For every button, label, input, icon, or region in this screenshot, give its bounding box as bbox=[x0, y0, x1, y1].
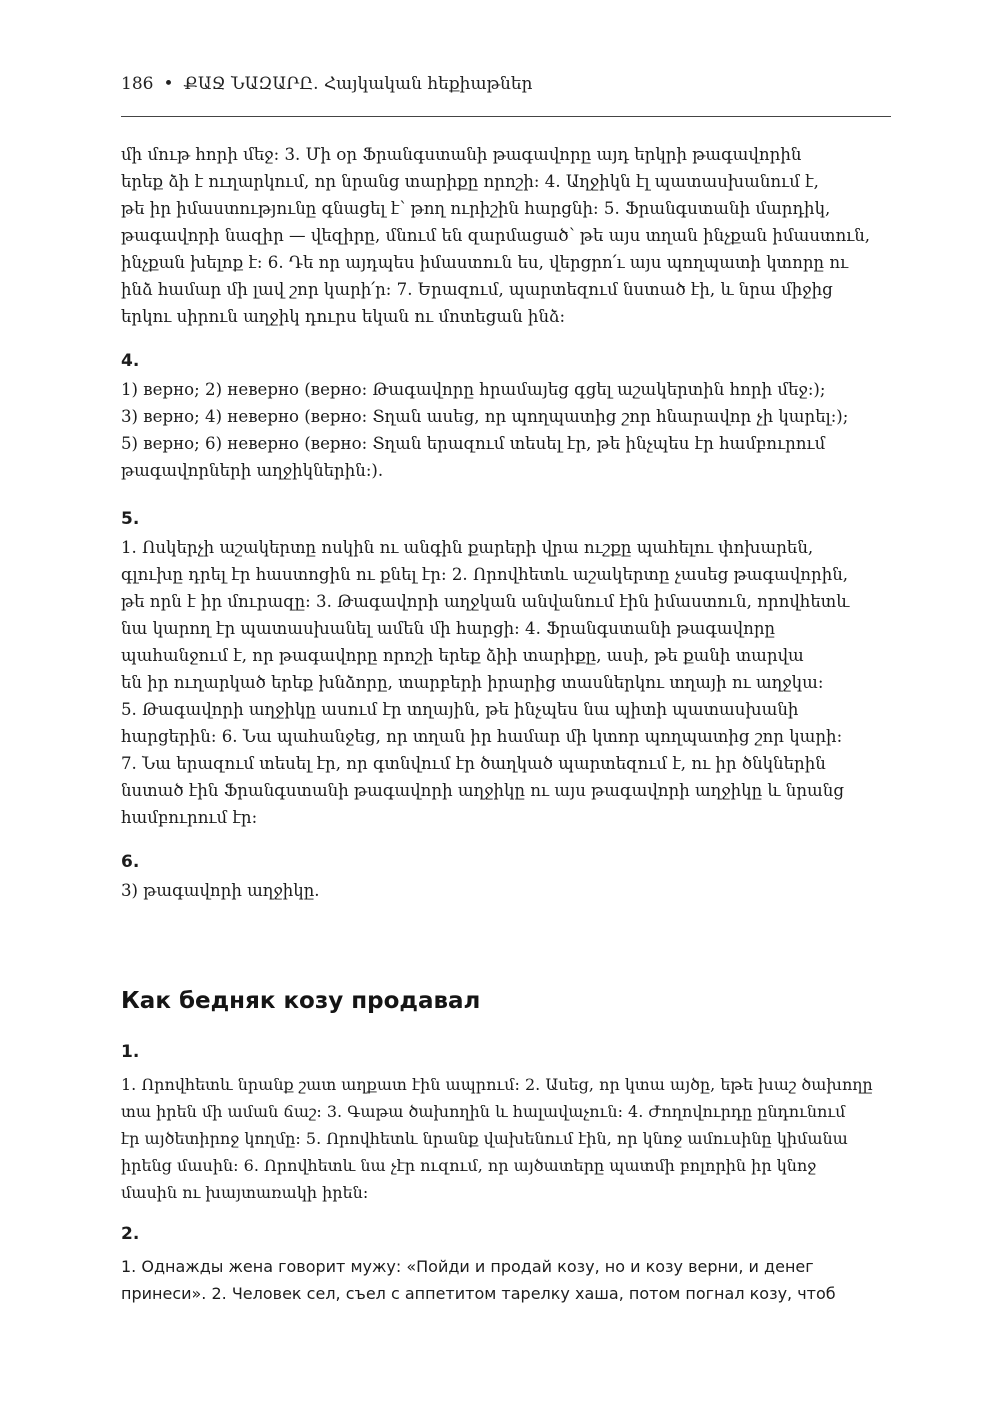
header-rule bbox=[121, 116, 891, 117]
text-line: թագավորների աղջիկներին:). bbox=[121, 461, 384, 480]
section-number: 4. bbox=[121, 351, 140, 371]
text-line: նստած էին Ֆրանգստանի թագավորի աղջիկը ու այս թագավորի աղջիկը և նրանց bbox=[121, 781, 844, 800]
section-number: 5. bbox=[121, 509, 140, 529]
story-title: Как бедняк козу продавал bbox=[121, 988, 481, 1014]
text-line: տա իրեն մի աման ճաշ: 3. Գաթա ծախողին և հալավաչուն: 4. Ժողովուրդը ընդունում bbox=[121, 1102, 846, 1121]
text-line: համբուրում էր: bbox=[121, 808, 258, 827]
text-line: 3) թագավորի աղջիկը. bbox=[121, 881, 320, 900]
text-line: принеси». 2. Человек сел, съел с аппетитом тарелку хаша, потом погнал козу, чтоб bbox=[121, 1284, 836, 1303]
section-number: 1. bbox=[121, 1042, 140, 1062]
paragraph-text bbox=[121, 376, 891, 484]
text-line: երեք ձի է ուղարկում, որ նրանց տարիքը որոշի: 4. Աղջիկն էլ պատասխանում է, bbox=[121, 172, 819, 191]
section-5 bbox=[121, 507, 891, 831]
text-line: հարցերին: 6. Նա պահանջեց, որ տղան իր համար մի կտոր պողպատից շոր կարի: bbox=[121, 727, 843, 746]
text-line: 5) верно; 6) неверно (верно: Տղան երազում տեսել էր, թե ինչպես էր համբուրում bbox=[121, 434, 826, 453]
text-line: 1. Ոսկերչի աշակերտը ոսկին ու անգին քարերի վրա ուշքը պահելու փոխարեն, bbox=[121, 538, 814, 557]
paragraph-text bbox=[121, 877, 891, 904]
paragraph-text bbox=[121, 141, 891, 330]
header-bullet: • bbox=[163, 74, 174, 94]
running-header bbox=[121, 74, 891, 94]
text-line: պահանջում է, որ թագավորը որոշի երեք ձիի տարիքը, ասի, թե քանի տարվա bbox=[121, 646, 804, 665]
story-section-1 bbox=[121, 1040, 891, 1206]
paragraph-text bbox=[121, 534, 891, 831]
text-line: էր այծետիրոջ կողմը: 5. Որովհետև նրանք վախենում էին, որ կնոջ ամուսինը կիմանա bbox=[121, 1129, 848, 1148]
text-line: մասին ու խայտառակի իրեն: bbox=[121, 1183, 369, 1202]
text-line: 1) верно; 2) неверно (верно: Թագավորը հրամայեց գցել աշակերտին հորի մեջ:); bbox=[121, 380, 826, 399]
text-line: երկու սիրուն աղջիկ դուրս եկան ու մոտեցան ինձ: bbox=[121, 307, 566, 326]
text-line: նա կարող էր պատասխանել ամեն մի հարցի: 4. Ֆրանգստանի թագավորը bbox=[121, 619, 776, 638]
story-section-2 bbox=[121, 1222, 891, 1307]
section-4 bbox=[121, 349, 891, 484]
text-line: 5. Թագավորի աղջիկը ասում էր տղային, թե ինչպես նա պիտի պատասխանի bbox=[121, 700, 799, 719]
text-line: գլուխը դրել էր հաստոցին ու քնել էր: 2. Որովհետև աշակերտը չասեց թագավորին, bbox=[121, 565, 849, 584]
text-line: մի մութ հորի մեջ: 3. Մի օր Ֆրանգստանի թագավորը այդ երկրի թագավորին bbox=[121, 145, 802, 164]
text-line: 3) верно; 4) неверно (верно: Տղան ասեց, որ պողպատից շոր հնարավոր չի կարել:); bbox=[121, 407, 849, 426]
paragraph-text bbox=[121, 1071, 891, 1206]
text-line: են իր ուղարկած երեք խնձորը, տարբերի իրարից տասներկու տղայի ու աղջկա: bbox=[121, 673, 824, 692]
text-line: ինչքան խելոք է: 6. Դե որ այդպես իմաստուն ես, վերցրո՛ւ այս պողպատի կտորը ու bbox=[121, 253, 849, 272]
text-line: ինձ համար մի լավ շոր կարի՛ր: 7. Երազում, պարտեզում նստած էի, և նրա միջից bbox=[121, 280, 833, 299]
text-line: թե իր իմաստությունը գնացել է՝ թող ուրիշին հարցնի: 5. Ֆրանգստանի մարդիկ, bbox=[121, 199, 831, 218]
text-line: թագավորի նազիր — վեզիրը, մնում են զարմացած՝ թե այս տղան ինչքան իմաստուն, bbox=[121, 226, 871, 245]
section-6 bbox=[121, 850, 891, 904]
intro-paragraph bbox=[121, 141, 891, 330]
text-line: թե որն է իր մուրազը: 3. Թագավորի աղջկան անվանում էին իմաստուն, որովհետև bbox=[121, 592, 850, 611]
text-line: 7. Նա երազում տեսել էր, որ գտնվում էր ծաղկած պարտեզում է, ու իր ծնկներին bbox=[121, 754, 826, 773]
section-number: 2. bbox=[121, 1224, 140, 1244]
section-number: 6. bbox=[121, 852, 140, 872]
text-line: իրենց մասին: 6. Որովհետև նա չէր ուզում, որ այծատերը պատմի բոլորին իր կնոջ bbox=[121, 1156, 817, 1175]
page-number: 186 bbox=[121, 74, 154, 94]
paragraph-text bbox=[121, 1253, 891, 1307]
text-line: 1. Однажды жена говорит мужу: «Пойди и продай козу, но и козу верни, и денег bbox=[121, 1257, 814, 1276]
text-line: 1. Որովհետև նրանք շատ աղքատ էին ապրում: 2. Ասեց, որ կտա այծը, եթե խաշ ծախողը bbox=[121, 1075, 873, 1094]
book-title: ՔԱՋ ՆԱԶԱՐԸ. Հայկական հեքիաթներ bbox=[183, 74, 533, 94]
